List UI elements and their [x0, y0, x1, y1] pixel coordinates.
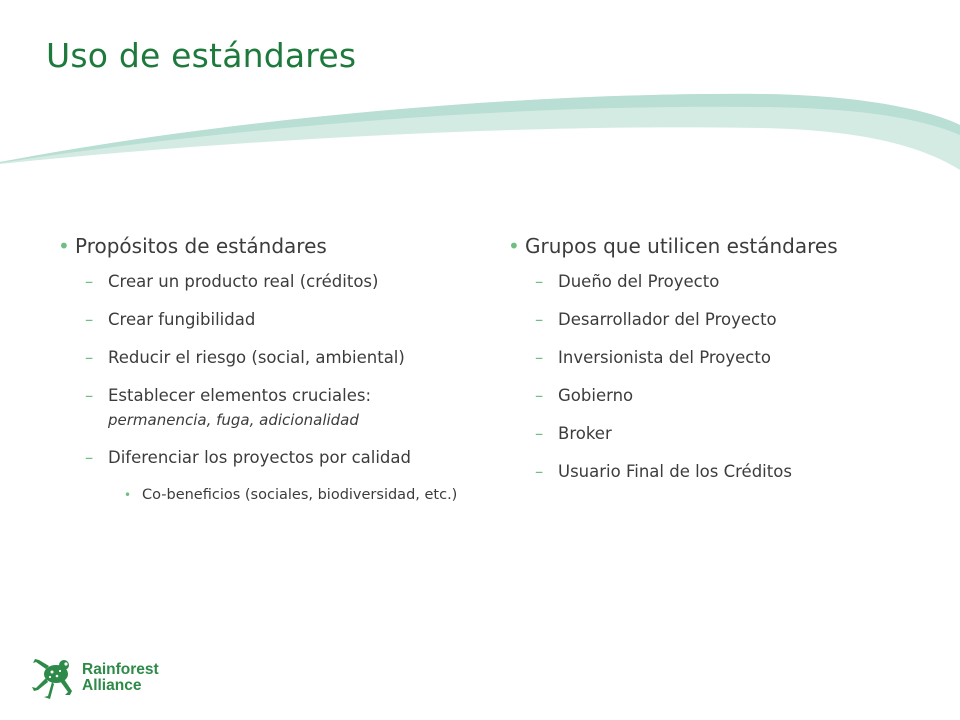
- list-item: [508, 346, 938, 370]
- sub-list-item-text: Co-beneficios (sociales, biodiversidad, etc.): [142, 487, 458, 503]
- left-heading: [58, 232, 478, 260]
- decorative-swoosh: [0, 90, 960, 180]
- dash-icon: –: [85, 310, 94, 329]
- sub-list-item: [58, 484, 478, 507]
- dash-icon: –: [535, 272, 544, 291]
- list-item-text: Usuario Final de los Créditos: [558, 462, 792, 481]
- list-item-text: Gobierno: [558, 386, 634, 405]
- dash-icon: –: [535, 462, 544, 481]
- frog-icon: [30, 654, 78, 700]
- dash-icon: –: [535, 310, 544, 329]
- list-item: [508, 422, 938, 446]
- list-item-text: Broker: [558, 424, 612, 443]
- list-item: [58, 308, 478, 332]
- list-item: [508, 460, 938, 484]
- logo-text: [82, 662, 159, 694]
- list-item-text: Desarrollador del Proyecto: [558, 310, 777, 329]
- dash-icon: –: [85, 386, 94, 405]
- right-column: [508, 232, 938, 498]
- list-item: [58, 346, 478, 370]
- left-heading-text: Propósitos de estándares: [75, 234, 327, 258]
- list-item: [508, 308, 938, 332]
- list-item-text: Reducir el riesgo (social, ambiental): [108, 348, 405, 367]
- dash-icon: –: [85, 448, 94, 467]
- list-item: [508, 384, 938, 408]
- list-item-text: Inversionista del Proyecto: [558, 348, 771, 367]
- bullet-icon: •: [508, 234, 520, 258]
- list-item: [58, 446, 478, 470]
- list-item-emphasis: permanencia, fuga, adicionalidad: [108, 411, 359, 429]
- list-item-text: Diferenciar los proyectos por calidad: [108, 448, 411, 467]
- dash-icon: –: [535, 424, 544, 443]
- right-heading-text: Grupos que utilicen estándares: [525, 234, 838, 258]
- left-column: [58, 232, 478, 517]
- dash-icon: –: [85, 272, 94, 291]
- list-item-text: Crear un producto real (créditos): [108, 272, 379, 291]
- list-item: [508, 270, 938, 294]
- logo-line-2: Alliance: [82, 677, 142, 694]
- rainforest-alliance-logo: [30, 652, 160, 702]
- dash-icon: –: [535, 386, 544, 405]
- dash-icon: –: [535, 348, 544, 367]
- bullet-icon: •: [58, 234, 70, 258]
- list-item-text: Crear fungibilidad: [108, 310, 256, 329]
- bullet-icon: •: [124, 488, 132, 502]
- list-item-text: Dueño del Proyecto: [558, 272, 720, 291]
- dash-icon: –: [85, 348, 94, 367]
- slide-title: Uso de estándares: [46, 36, 357, 75]
- right-heading: [508, 232, 938, 260]
- list-item-text: Establecer elementos cruciales:: [108, 386, 372, 405]
- logo-line-1: Rainforest: [82, 661, 159, 678]
- list-item: [58, 384, 478, 432]
- list-item: [58, 270, 478, 294]
